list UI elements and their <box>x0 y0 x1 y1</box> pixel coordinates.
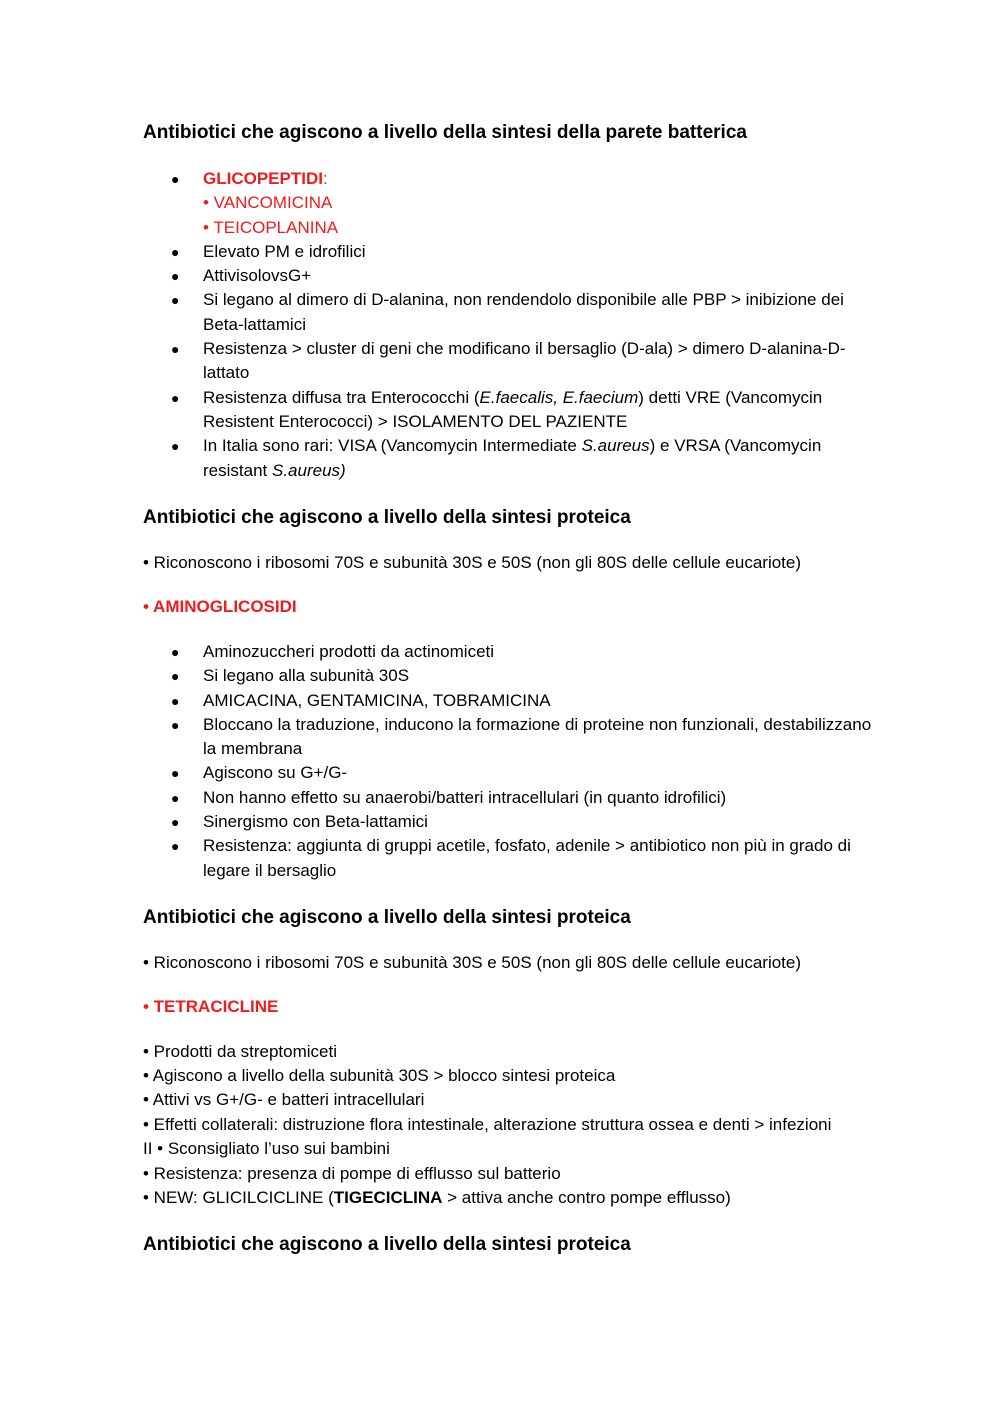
bullet-glyph: ● <box>171 389 180 406</box>
class-label-aminoglicosidi: • AMINOGLICOSIDI <box>143 597 297 616</box>
list-item-text: Si legano al dimero di D-alanina, non rendendolo disponibile alle PBP > inibizione dei Beta-lattamici <box>203 290 844 334</box>
species-italic: E.faecalis, E.faecium <box>479 387 639 407</box>
bullet-glyph: ● <box>171 243 180 260</box>
tetracicline-line: • Prodotti da streptomiceti <box>143 1042 337 1061</box>
bullet-glyph: ● <box>171 292 180 309</box>
list-item-text: Sinergismo con Beta-lattamici <box>203 812 428 832</box>
bullet-glyph: ● <box>171 341 180 358</box>
bullet-glyph: ● <box>171 692 180 709</box>
list-item <box>143 834 883 883</box>
glicopeptidi-list <box>143 167 883 483</box>
list-item-text: Si legano alla subunità 30S <box>203 666 410 686</box>
list-item-text: ) detti VRE (Vancomycin Resistent Enterococci) > ISOLAMENTO DEL PAZIENTE <box>203 387 823 431</box>
list-item <box>143 810 883 834</box>
list-item-text: AMICACINA, GENTAMICINA, TOBRAMICINA <box>203 690 551 710</box>
list-item <box>143 337 883 386</box>
class-label-colon: : <box>322 169 328 188</box>
intro-line: • Riconoscono i ribosomi 70S e subunità 30S e 50S (non gli 80S delle cellule eucariote) <box>143 553 802 572</box>
list-item <box>143 288 883 337</box>
line-text: > attiva anche contro pompe efflusso) <box>442 1188 731 1207</box>
list-item-text: Elevato PM e idrofilici <box>203 241 366 261</box>
list-item-text: Non hanno effetto su anaerobi/batteri intracellulari (in quanto idrofilici) <box>203 787 727 807</box>
bullet-glyph: ● <box>171 765 180 782</box>
class-label-glicopeptidi: GLICOPEPTIDI <box>203 169 323 188</box>
aminoglicosidi-list <box>143 640 883 883</box>
tetracicline-line: • Agiscono a livello della subunità 30S > blocco sintesi proteica <box>143 1066 616 1085</box>
list-item-text: Aminozuccheri prodotti da actinomiceti <box>203 642 495 661</box>
species-italic: S.aureus) <box>271 460 346 480</box>
bullet-glyph: ● <box>171 668 180 685</box>
list-item <box>143 264 883 288</box>
list-item <box>143 167 883 240</box>
tetracicline-new-line <box>143 1186 883 1210</box>
list-item-text: Bloccano la traduzione, inducono la formazione di proteine non funzionali, destabilizzano la membrana <box>203 714 872 759</box>
drug-tigeciclina: TIGECICLINA <box>333 1188 443 1207</box>
bullet-glyph: ● <box>171 814 180 831</box>
list-item-text: Resistenza diffusa tra Enterococchi ( <box>203 387 480 407</box>
tetracicline-line: • Resistenza: presenza di pompe di efflusso sul batterio <box>143 1164 561 1183</box>
list-item-text: Agiscono su G+/G- <box>203 763 348 783</box>
list-item <box>143 713 883 762</box>
intro-line: • Riconoscono i ribosomi 70S e subunità 30S e 50S (non gli 80S delle cellule eucariote) <box>143 953 802 972</box>
list-item <box>143 664 883 688</box>
tetracicline-line: • Attivi vs G+/G- e batteri intracellulari <box>143 1090 425 1109</box>
class-label-tetracicline: • TETRACICLINE <box>143 997 279 1016</box>
bullet-glyph: ● <box>171 838 180 855</box>
list-item <box>143 786 883 810</box>
list-item <box>143 689 883 713</box>
bullet-glyph: ● <box>171 268 180 285</box>
drug-teicoplanina: • TEICOPLANINA <box>203 217 339 237</box>
bullet-glyph: ● <box>171 438 180 455</box>
list-item <box>143 240 883 264</box>
tetracicline-line: • Effetti collaterali: distruzione flora intestinale, alterazione struttura ossea e denti > infezioni II • Sconsigliato l’uso sui bambini <box>143 1115 832 1159</box>
bullet-glyph: ● <box>171 716 180 733</box>
list-item <box>143 761 883 785</box>
bullet-glyph: ● <box>171 171 180 187</box>
line-text: • NEW: GLICILCICLINE ( <box>143 1188 334 1207</box>
list-item <box>143 434 883 483</box>
section-heading-cell-wall: Antibiotici che agiscono a livello della sintesi della parete batterica <box>143 122 747 143</box>
list-item-text: AttivisolovsG+ <box>203 266 312 286</box>
section-heading-protein-synthesis: Antibiotici che agiscono a livello della sintesi proteica <box>143 907 631 928</box>
list-item-text: ) e VRSA (Vancomycin resistant <box>203 436 822 480</box>
section-heading-protein-synthesis: Antibiotici che agiscono a livello della sintesi proteica <box>143 1234 631 1255</box>
list-item-text: In Italia sono rari: VISA (Vancomycin Intermediate <box>203 436 582 456</box>
drug-vancomicina: • VANCOMICINA <box>203 193 333 213</box>
species-italic: S.aureus <box>581 436 650 456</box>
list-item <box>143 386 883 435</box>
bullet-glyph: ● <box>171 644 180 660</box>
section-heading-protein-synthesis: Antibiotici che agiscono a livello della sintesi proteica <box>143 507 631 528</box>
list-item-text: Resistenza > cluster di geni che modificano il bersaglio (D-ala) > dimero D-alanina-D-lattato <box>203 339 846 383</box>
bullet-glyph: ● <box>171 789 180 806</box>
list-item <box>143 640 883 664</box>
list-item-text: Resistenza: aggiunta di gruppi acetile, fosfato, adenile > antibiotico non più in grado di legare il bersaglio <box>203 836 851 880</box>
